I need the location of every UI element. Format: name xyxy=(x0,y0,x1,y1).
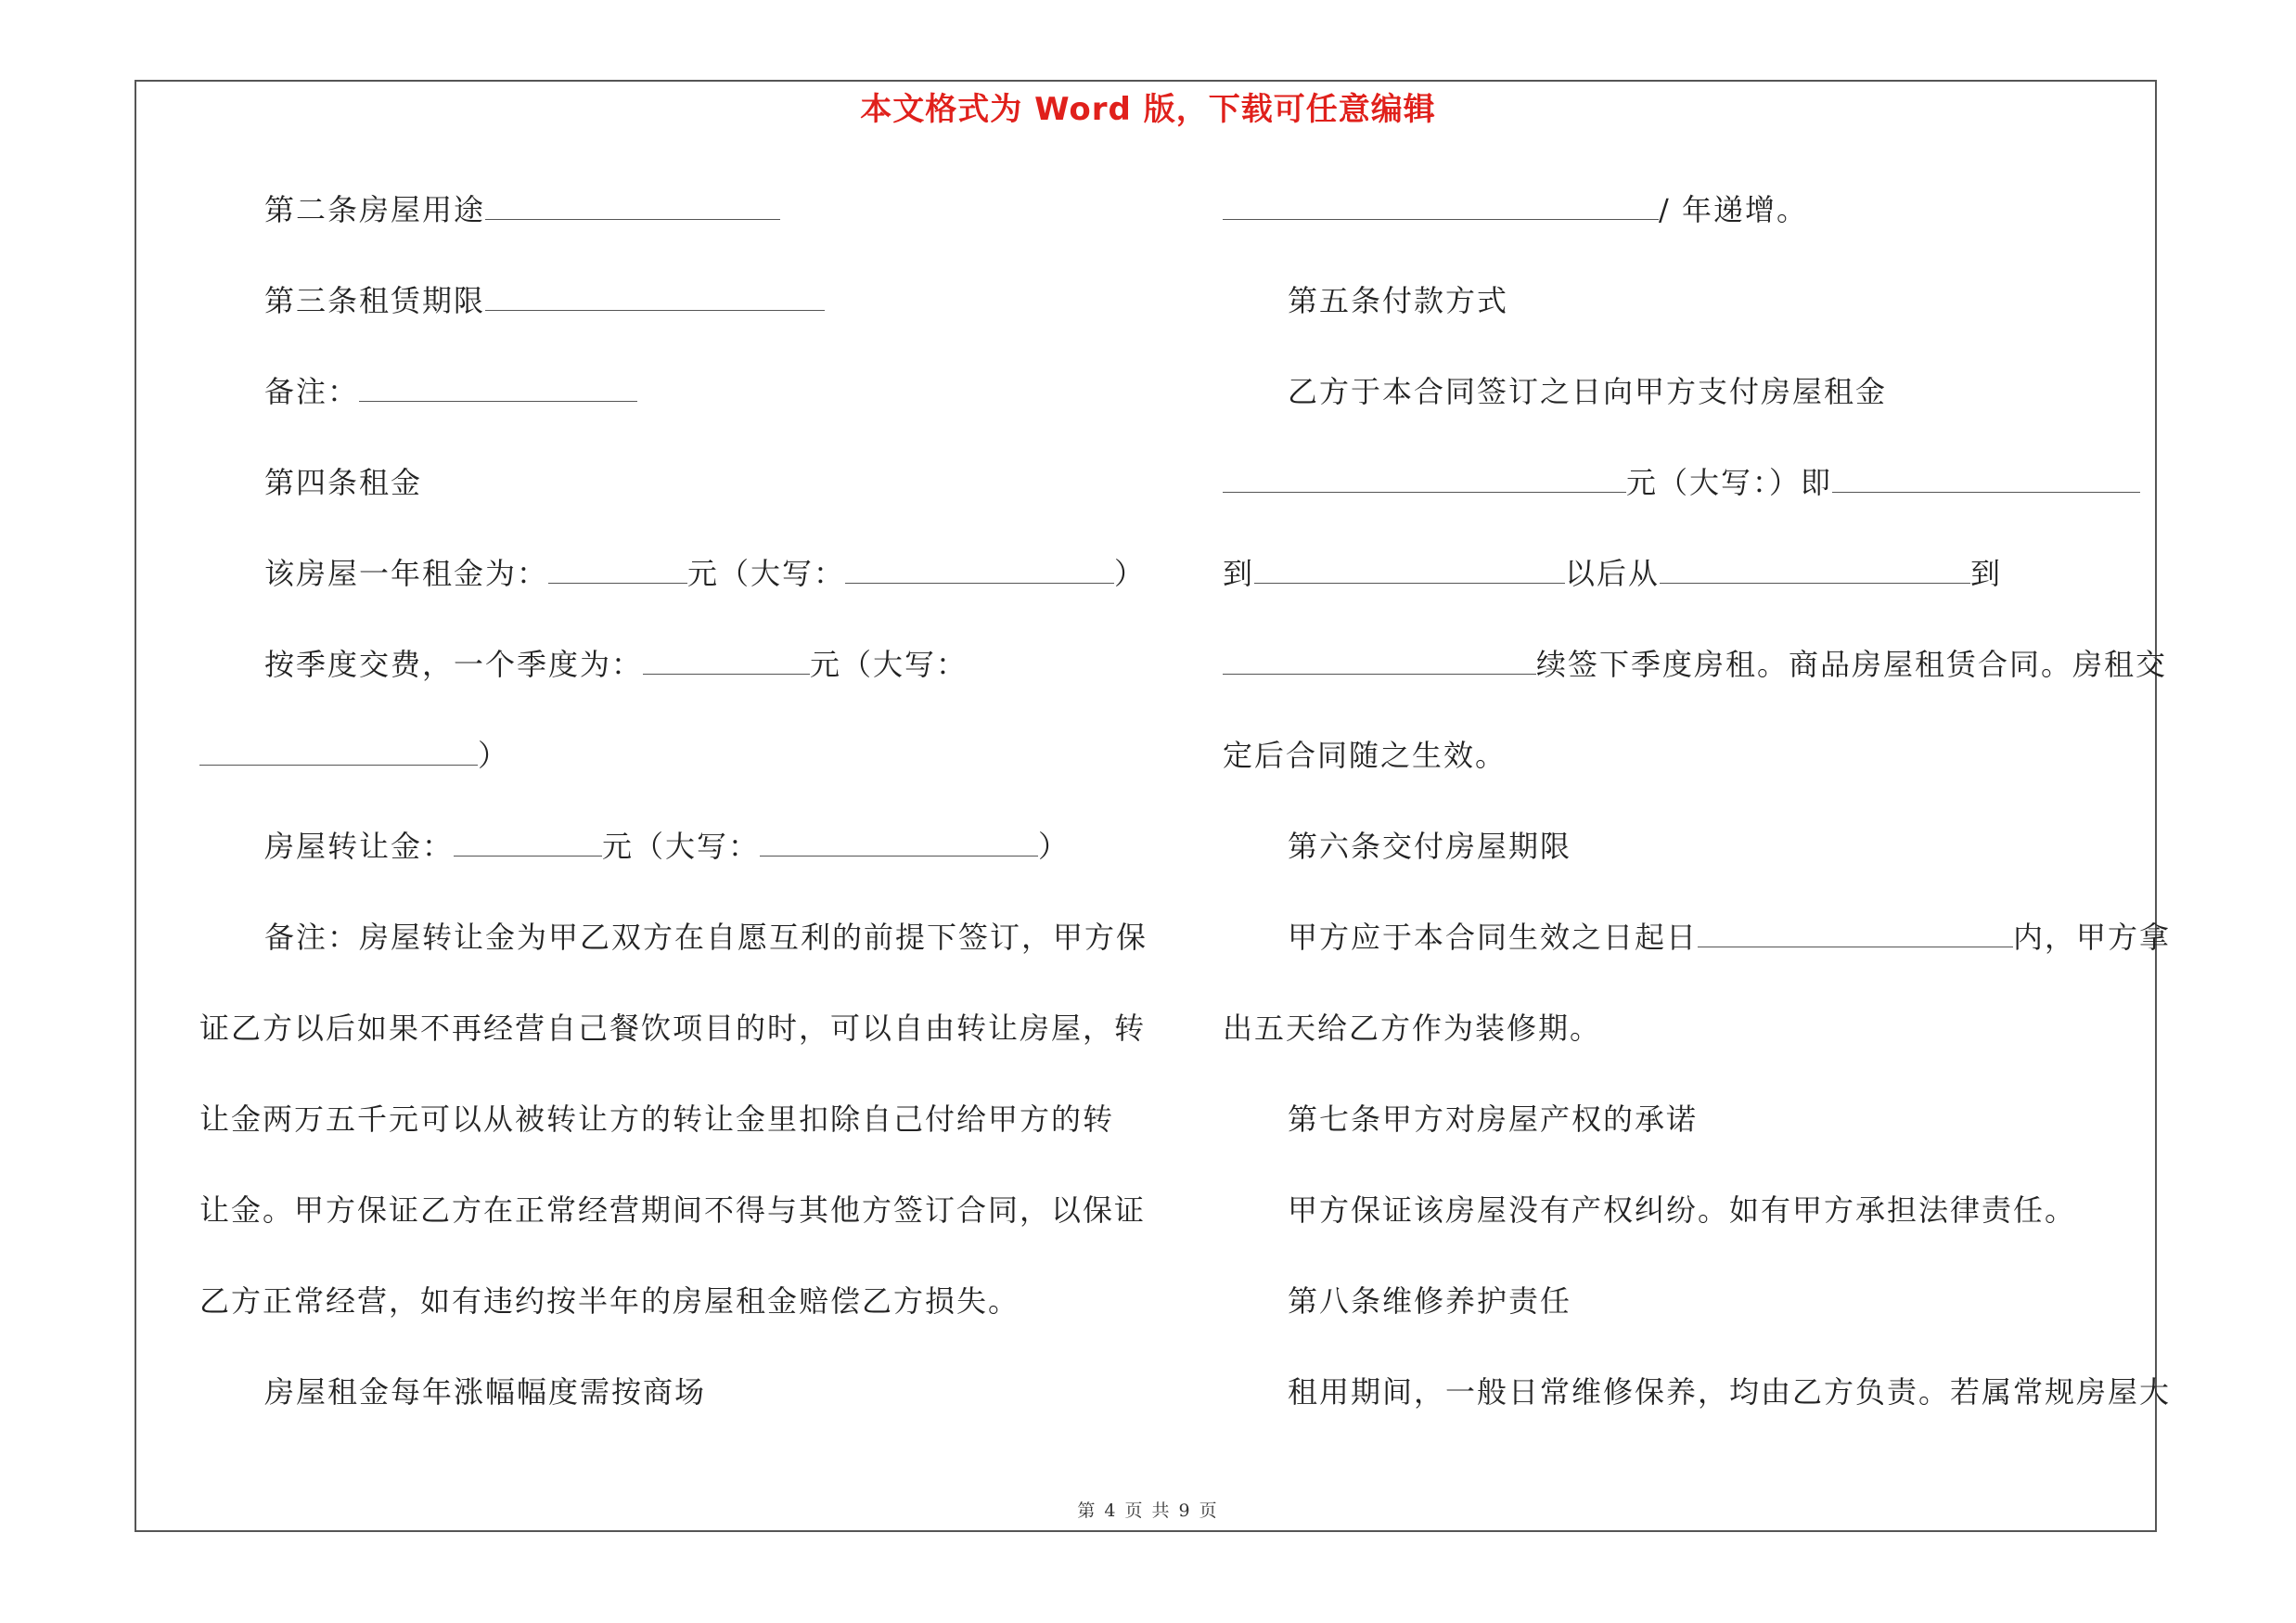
transfer-fee-label: 房屋转让金： xyxy=(264,829,455,864)
payment-line-3 xyxy=(1223,555,2002,592)
quarterly-fee-close: ） xyxy=(478,738,510,773)
remark-line xyxy=(264,373,637,410)
delivery-within-text: 内，甲方拿 xyxy=(2013,920,2172,955)
blank-end-date xyxy=(1254,555,1565,584)
blank-renewal-date xyxy=(1223,646,1536,675)
blank-annual-rent xyxy=(548,555,687,584)
delivery-line-1 xyxy=(1288,919,2171,956)
transfer-remark-line-4: 让金。甲方保证乙方在正常经营期间不得与其他方签订合同，以保证 xyxy=(199,1192,1147,1228)
annual-rent-line xyxy=(264,555,1146,592)
blank-payment-amount xyxy=(1223,464,1626,493)
after-from-label: 以后从 xyxy=(1565,556,1661,591)
transfer-fee-close: ） xyxy=(1038,829,1071,864)
blank-increase-rate xyxy=(1223,191,1659,220)
blank-delivery-days xyxy=(1698,919,2013,947)
to-label-2: 到 xyxy=(1970,556,2003,591)
quarterly-fee-line xyxy=(264,646,968,683)
payment-line-4 xyxy=(1223,646,2167,683)
blank-usage xyxy=(485,191,780,220)
blank-quarterly-fee xyxy=(643,646,810,675)
renewal-text: 续签下季度房租。商品房屋租赁合同。房租交 xyxy=(1536,647,2168,682)
blank-transfer-fee xyxy=(454,828,602,857)
blank-transfer-fee-upper xyxy=(760,828,1038,857)
transfer-remark-line-5: 乙方正常经营，如有违约按半年的房屋租金赔偿乙方损失。 xyxy=(199,1283,1020,1319)
blank-payment-period xyxy=(1832,464,2140,493)
clause-2-usage xyxy=(264,191,780,228)
quarterly-fee-label: 按季度交费，一个季度为： xyxy=(264,647,644,682)
transfer-remark-line-2: 证乙方以后如果不再经营自己餐饮项目的时，可以自由转让房屋，转 xyxy=(199,1011,1147,1046)
blank-annual-rent-upper xyxy=(845,555,1114,584)
delivery-days-label: 甲方应于本合同生效之日起日 xyxy=(1288,920,1699,955)
quarterly-fee-upper-line xyxy=(199,737,509,774)
annual-rent-upper-label: 元（大写： xyxy=(687,556,846,591)
clause-8-maintenance: 第八条维修养护责任 xyxy=(1288,1283,1572,1319)
clause-5-payment: 第五条付款方式 xyxy=(1288,283,1509,318)
blank-start-date xyxy=(1660,555,1970,584)
maintenance-line-1: 租用期间，一般日常维修保养，均由乙方负责。若属常规房屋大 xyxy=(1288,1374,2172,1410)
payment-line-2 xyxy=(1223,464,2140,501)
title-guarantee-line: 甲方保证该房屋没有产权纠纷。如有甲方承担法律责任。 xyxy=(1288,1192,2077,1228)
page-number: 第 4 页 共 9 页 xyxy=(1077,1501,1219,1521)
transfer-remark-line-1: 备注：房屋转让金为甲乙双方在自愿互利的前提下签订，甲方保 xyxy=(264,920,1148,955)
annual-rent-label: 该房屋一年租金为： xyxy=(264,556,549,591)
payment-upper-label: 元（大写：）即 xyxy=(1626,465,1833,500)
payment-line-1: 乙方于本合同签订之日向甲方支付房屋租金 xyxy=(1288,374,1888,409)
blank-remark xyxy=(359,373,637,402)
quarterly-fee-upper-label: 元（大写： xyxy=(810,647,968,682)
remark-label: 备注： xyxy=(264,374,360,409)
to-label-1: 到 xyxy=(1223,556,1255,591)
transfer-fee-line xyxy=(264,828,1070,865)
per-year-increase-text: / 年递增。 xyxy=(1659,192,1808,227)
rent-increase-line: 房屋租金每年涨幅幅度需按商场 xyxy=(264,1374,707,1410)
delivery-line-2: 出五天给乙方作为装修期。 xyxy=(1223,1011,1602,1046)
rent-increase-continued xyxy=(1223,191,1808,228)
editable-word-banner: 本文格式为 Word 版，下载可任意编辑 xyxy=(860,91,1436,128)
clause-6-delivery: 第六条交付房屋期限 xyxy=(1288,829,1572,864)
blank-term xyxy=(485,282,825,311)
clause-3-label: 第三条租赁期限 xyxy=(264,283,486,318)
annual-rent-close: ） xyxy=(1114,556,1147,591)
clause-7-title: 第七条甲方对房屋产权的承诺 xyxy=(1288,1101,1699,1137)
clause-4-rent: 第四条租金 xyxy=(264,465,423,500)
transfer-fee-upper-label: 元（大写： xyxy=(602,829,761,864)
clause-2-label: 第二条房屋用途 xyxy=(264,192,486,227)
clause-3-term xyxy=(264,282,825,319)
transfer-remark-line-3: 让金两万五千元可以从被转让方的转让金里扣除自己付给甲方的转 xyxy=(199,1101,1115,1137)
payment-line-5: 定后合同随之生效。 xyxy=(1223,738,1507,773)
blank-quarterly-fee-upper xyxy=(199,737,478,766)
